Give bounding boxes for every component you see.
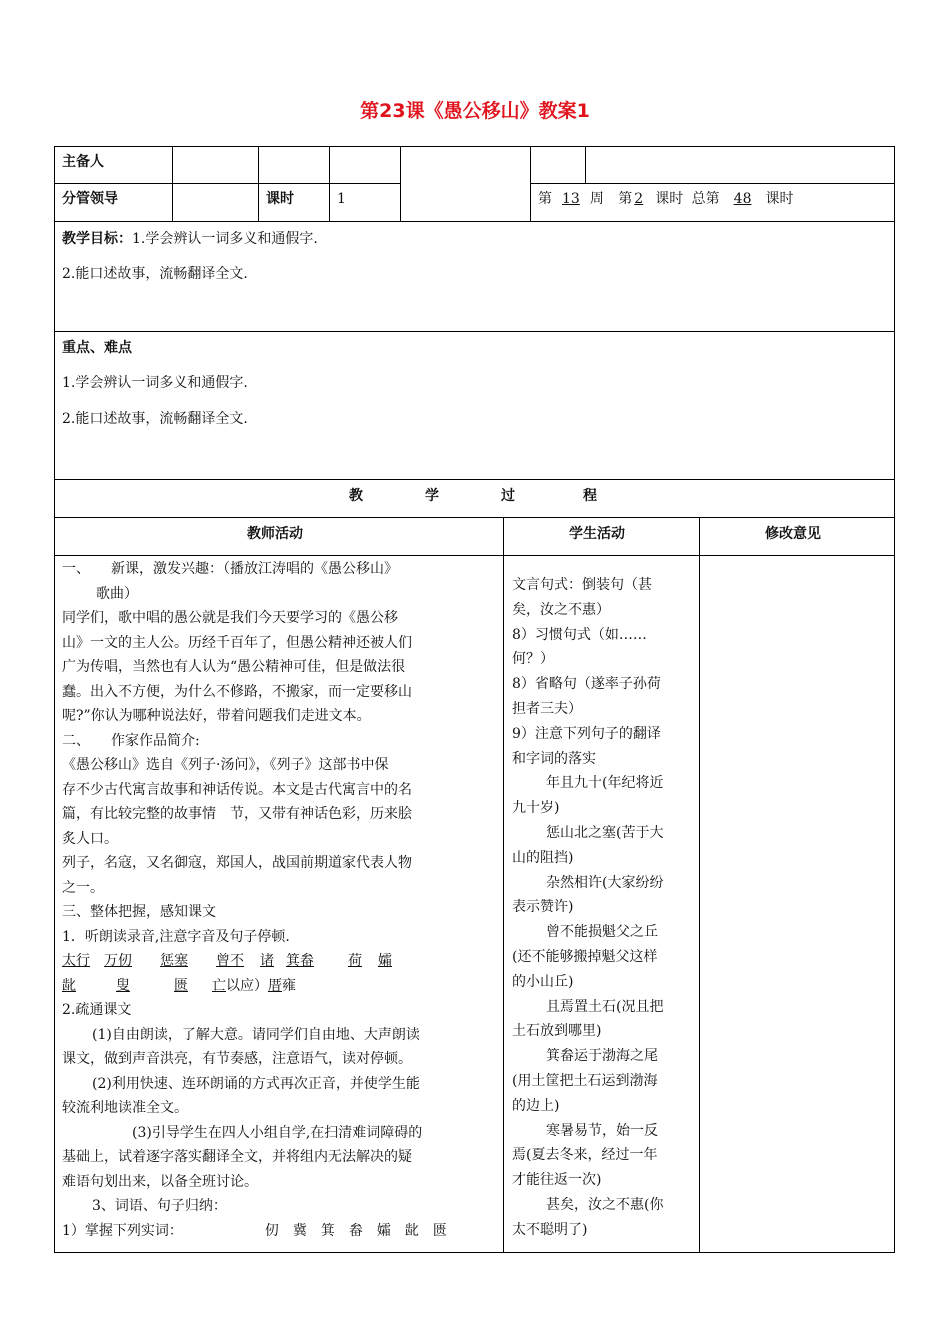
schedule-line: 第 13 周 第 2 课时 总第 48 课时 bbox=[538, 191, 794, 207]
teacher-line: 难语句划出来，以备全班讨论。 bbox=[62, 1173, 258, 1190]
lesson-number: 2 bbox=[634, 191, 644, 207]
student-line: 和字词的落实 bbox=[512, 750, 596, 767]
teacher-line: 《愚公移山》选自《列子·汤问》，《列子》这部书中保 bbox=[62, 757, 389, 773]
teacher-line: 歌曲） bbox=[96, 585, 138, 602]
key-points-label: 重点、难点 bbox=[62, 340, 132, 356]
teacher-line: 广为传唱，当然也有人认为“愚公精神可佳，但是做法很 bbox=[62, 659, 406, 675]
student-line: 才能往返一次) bbox=[512, 1172, 602, 1189]
student-column-header: 学生活动 bbox=[569, 526, 625, 542]
student-line: (用土筐把土石运到渤海 bbox=[512, 1072, 658, 1089]
teacher-line: (2)利用快速、连环朗诵的方式再次正音，并使学生能 bbox=[92, 1075, 420, 1092]
student-line: 何？） bbox=[512, 651, 554, 668]
teacher-line: 三、整体把握，感知课文 bbox=[62, 904, 216, 920]
teacher-line: (3)引导学生在四人小组自学,在扫清难词障碍的 bbox=[132, 1124, 423, 1141]
teacher-line: 列子，名寇，又名御寇，郑国人，战国前期道家代表人物 bbox=[62, 855, 412, 871]
pronunciation-words-row-1: 太行 万仞 惩塞 曾不 诸 箕畚 荷 孀 bbox=[62, 953, 392, 969]
student-line: 寒暑易节，始一反 bbox=[546, 1122, 658, 1139]
student-line: 焉(夏去冬来，经过一年 bbox=[512, 1147, 658, 1164]
teacher-line: 课文，做到声音洪亮，有节奏感，注意语气，读对停顿。 bbox=[62, 1051, 412, 1067]
key-points-line-1: 1.学会辨认一词多义和通假字. bbox=[62, 375, 248, 391]
student-line: 的边上) bbox=[512, 1097, 560, 1114]
student-activity bbox=[512, 573, 663, 1243]
student-line: 且焉置土石(况且把 bbox=[546, 998, 664, 1015]
teacher-line: 2.疏通课文 bbox=[62, 1002, 132, 1018]
teacher-line: (1)自由朗读，了解大意。请同学们自由地、大声朗读 bbox=[92, 1026, 420, 1043]
objectives-label: 教学目标： bbox=[62, 231, 132, 247]
student-line: 曾不能损魁父之丘 bbox=[546, 924, 658, 941]
week-number: 13 bbox=[562, 191, 580, 207]
teacher-line: 1）掌握下列实词： 仞 冀 箕 畚 孀 龀 匮 bbox=[62, 1222, 447, 1239]
teacher-line: 炙人口。 bbox=[62, 830, 118, 847]
objectives-line-2: 2.能口述故事，流畅翻译全文. bbox=[62, 266, 248, 282]
period-label: 课时 bbox=[266, 191, 294, 207]
objectives-line-1: 教学目标：1.学会辨认一词多义和通假字. bbox=[62, 231, 318, 247]
teacher-line: 同学们，歌中唱的愚公就是我们今天要学习的《愚公移 bbox=[62, 610, 398, 626]
teacher-line: 蠢。出入不方便，为什么不修路，不搬家，而一定要移山 bbox=[62, 683, 412, 700]
student-line: 惩山北之塞(苦于大 bbox=[546, 824, 664, 841]
student-line: 表示赞许) bbox=[512, 899, 574, 916]
student-line: 9）注意下列句子的翻译 bbox=[512, 725, 661, 742]
student-line: 文言句式：倒装句（甚 bbox=[512, 577, 652, 593]
student-line: 杂然相许(大家纷纷 bbox=[546, 874, 664, 891]
notes-column-header: 修改意见 bbox=[765, 526, 821, 542]
student-line: 太不聪明了) bbox=[512, 1221, 588, 1238]
student-line: 甚矣，汝之不惠(你 bbox=[546, 1196, 664, 1213]
process-heading-3: 过 bbox=[501, 488, 515, 504]
teacher-line: 篇，有比较完整的故事情 节，又带有神话色彩，历来脍 bbox=[62, 806, 412, 822]
student-line: 矣，汝之不惠） bbox=[512, 601, 610, 618]
page-title: 第23课《愚公移山》教案1 bbox=[360, 100, 590, 122]
teacher-line: 一、 新课，激发兴趣：（播放江涛唱的《愚公移山》 bbox=[62, 561, 398, 577]
teacher-column-header: 教师活动 bbox=[247, 526, 303, 542]
student-line: 8）省略句（遂率子孙荷 bbox=[512, 676, 661, 693]
teacher-line: 较流利地读准全文。 bbox=[62, 1100, 188, 1116]
teacher-line: 1．听朗读录音,注意字音及句子停顿. bbox=[62, 928, 290, 945]
student-line: 8）习惯句式（如…… bbox=[512, 626, 647, 643]
student-line: 箕畚运于渤海之尾 bbox=[546, 1048, 658, 1065]
process-heading-1: 教 bbox=[349, 488, 363, 504]
student-line: 的小山丘) bbox=[512, 973, 574, 990]
teacher-activity bbox=[62, 557, 447, 1243]
student-line: 山的阻挡) bbox=[512, 849, 574, 866]
teacher-line: 山》一文的主人公。历经千百年了，但愚公精神还被人们 bbox=[62, 634, 412, 651]
teacher-line: 基础上，试着逐字落实翻译全文，并将组内无法解决的疑 bbox=[62, 1149, 412, 1165]
student-line: (还不能够搬掉魁父这样 bbox=[512, 948, 658, 965]
leader-label: 分管领导 bbox=[62, 191, 118, 207]
total-number: 48 bbox=[733, 191, 752, 207]
teacher-line: 二、 作家作品简介: bbox=[62, 732, 200, 749]
teacher-line: 呢?”你认为哪种说法好，带着问题我们走进文本。 bbox=[62, 708, 371, 724]
pronunciation-words-row-2: 龀 叟 匮 亡以应）厝雍 bbox=[62, 977, 296, 994]
student-line: 九十岁) bbox=[512, 800, 560, 817]
student-line: 担者三夫） bbox=[512, 700, 582, 717]
teacher-line: 之一。 bbox=[62, 879, 104, 896]
key-points-line-2: 2.能口述故事，流畅翻译全文. bbox=[62, 411, 248, 427]
period-value: 1 bbox=[337, 191, 346, 207]
process-heading-4: 程 bbox=[583, 488, 597, 504]
teacher-line: 3、词语、句子归纳： bbox=[92, 1198, 227, 1214]
student-line: 土石放到哪里) bbox=[512, 1023, 602, 1040]
student-line: 年且九十(年纪将近 bbox=[546, 775, 664, 792]
preparer-label: 主备人 bbox=[62, 154, 104, 170]
teacher-line: 存不少古代寓言故事和神话传说。本文是古代寓言中的名 bbox=[62, 781, 412, 798]
process-heading-2: 学 bbox=[425, 488, 439, 504]
